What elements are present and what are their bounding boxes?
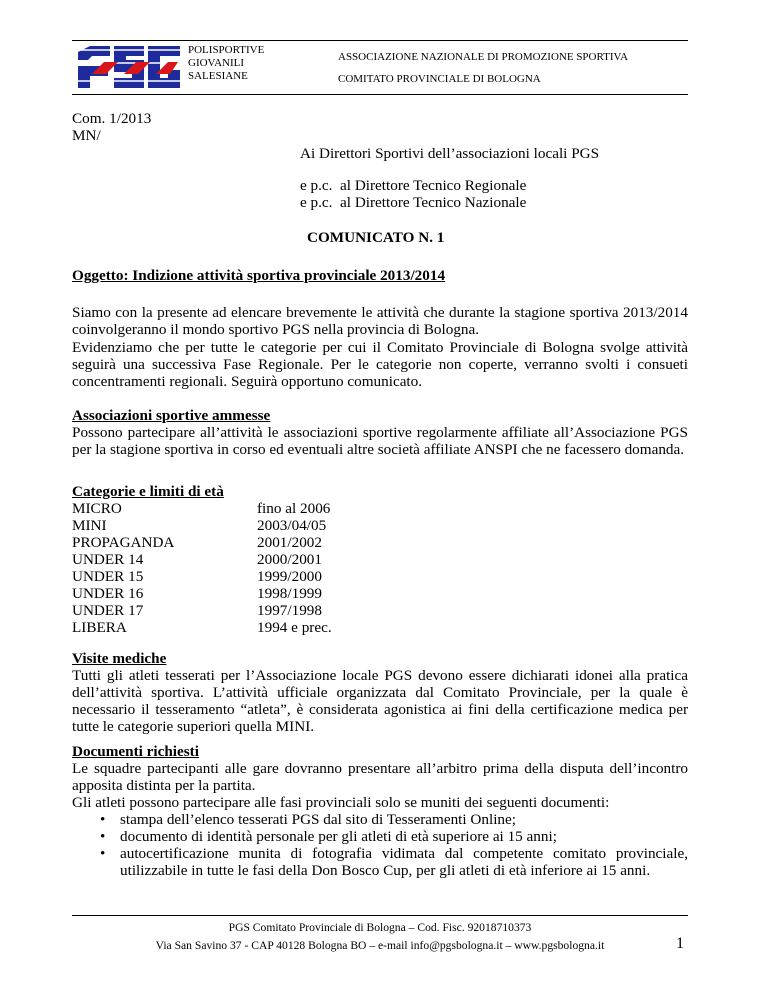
category-years: 1997/1998 bbox=[257, 602, 322, 619]
category-name: UNDER 16 bbox=[72, 585, 144, 602]
list-item: • documento di identità personale per gli atleti di età superiore ai 15 anni; bbox=[100, 828, 557, 845]
intro-paragraph: Evidenziamo che per tutte le categorie per cui il Comitato Provinciale di Bologna svolge attività seguirà una successiva Fase Regionale. Per le categorie non coperte, verranno svolti i consueti concentramenti regionali. Seguirà opportuno comunicato. bbox=[72, 339, 688, 390]
subject-line: Oggetto: Indizione attività sportiva provinciale 2013/2014 bbox=[72, 267, 446, 284]
category-row bbox=[72, 534, 322, 551]
footer-line: Via San Savino 37 - CAP 40128 Bologna BO – e-mail info@pgsbologna.it – www.pgsbologna.it bbox=[155, 939, 605, 952]
documents-list bbox=[72, 811, 688, 879]
category-name: PROPAGANDA bbox=[72, 534, 175, 551]
category-years: 2000/2001 bbox=[257, 551, 322, 568]
bullet-icon: • bbox=[100, 845, 106, 862]
section-heading: Associazioni sportive ammesse bbox=[72, 407, 271, 424]
category-years: fino al 2006 bbox=[257, 500, 331, 517]
recipient-main: Ai Direttori Sportivi dell’associazioni locali PGS bbox=[300, 145, 600, 162]
category-row bbox=[72, 568, 322, 585]
author-initials: MN/ bbox=[72, 127, 101, 144]
category-name: LIBERA bbox=[72, 619, 127, 636]
category-row bbox=[72, 551, 322, 568]
list-item: • autocertificazione munita di fotografia vidimata dal competente comitato provinciale, utilizzabile in tutte le fasi della Don Bosco Cup, per gli atleti di età inferiore ai 15 anni. bbox=[100, 845, 688, 879]
bullet-icon: • bbox=[100, 828, 106, 845]
section-heading: Documenti richiesti bbox=[72, 743, 199, 760]
category-name: UNDER 17 bbox=[72, 602, 144, 619]
category-years: 2003/04/05 bbox=[257, 517, 327, 534]
protocol-number: Com. 1/2013 bbox=[72, 110, 152, 127]
header-bottom-rule bbox=[72, 94, 688, 95]
category-years: 1998/1999 bbox=[257, 585, 322, 602]
association-name: ASSOCIAZIONE NAZIONALE DI PROMOZIONE SPORTIVA bbox=[338, 51, 629, 63]
visite-text: Tutti gli atleti tesserati per l’Associazione locale PGS devono essere dichiarati idonei alla pratica dell’attività sportiva. L’attività ufficiale organizzata dal Comitato Provinciale, per la quale è necessario il tesseramento “atleta”, è considerata agonistica ai fini della certificazione medica per tutte le categorie superiori quella MINI. bbox=[72, 667, 688, 735]
communique-title: COMUNICATO N. 1 bbox=[307, 229, 445, 246]
org-line: GIOVANILI bbox=[188, 57, 245, 69]
category-years: 1994 e prec. bbox=[257, 619, 332, 636]
list-item: • stampa dell’elenco tesserati PGS dal sito di Tesseramenti Online; bbox=[100, 811, 516, 828]
footer-line: PGS Comitato Provinciale di Bologna – Cod. Fisc. 92018710373 bbox=[228, 921, 532, 934]
category-row bbox=[72, 585, 322, 602]
category-years: 1999/2000 bbox=[257, 568, 322, 585]
section-heading: Visite mediche bbox=[72, 650, 167, 667]
page-number: 1 bbox=[676, 935, 684, 952]
category-name: UNDER 15 bbox=[72, 568, 144, 585]
category-years: 2001/2002 bbox=[257, 534, 322, 551]
footer-rule bbox=[72, 915, 688, 916]
associazioni-text: Possono partecipare all’attività le associazioni sportive regolarmente affiliate all’Associazione PGS per la stagione sportiva in corso ed eventuali altre società affiliate ANSPI che ne facessero domanda. bbox=[72, 424, 688, 458]
category-name: UNDER 14 bbox=[72, 551, 144, 568]
category-name: MICRO bbox=[72, 500, 122, 517]
documenti-paragraph: Le squadre partecipanti alle gare dovranno presentare all’arbitro prima della disputa dell’incontro apposita distinta per la partita. bbox=[72, 760, 688, 794]
category-row bbox=[72, 602, 322, 619]
org-line: POLISPORTIVE bbox=[188, 44, 265, 56]
section-heading: Categorie e limiti di età bbox=[72, 483, 224, 500]
recipient-cc: e p.c. al Direttore Tecnico Nazionale bbox=[300, 194, 527, 211]
category-row bbox=[72, 619, 332, 636]
org-name bbox=[188, 44, 264, 83]
committee-name: COMITATO PROVINCIALE DI BOLOGNA bbox=[338, 73, 541, 85]
category-row bbox=[72, 517, 327, 534]
intro-paragraph: Siamo con la presente ad elencare brevemente le attività che durante la stagione sportiva 2013/2014 coinvolgeranno il mondo sportivo PGS nella provincia di Bologna. bbox=[72, 304, 688, 338]
category-name: MINI bbox=[72, 517, 107, 534]
recipient-cc: e p.c. al Direttore Tecnico Regionale bbox=[300, 177, 527, 194]
category-row bbox=[72, 500, 331, 517]
pgs-logo bbox=[78, 44, 182, 90]
header-top-rule bbox=[72, 40, 688, 41]
documenti-paragraph: Gli atleti possono partecipare alle fasi provinciali solo se muniti dei seguenti documenti: bbox=[72, 794, 610, 811]
bullet-icon: • bbox=[100, 811, 106, 828]
org-line: SALESIANE bbox=[188, 70, 248, 82]
